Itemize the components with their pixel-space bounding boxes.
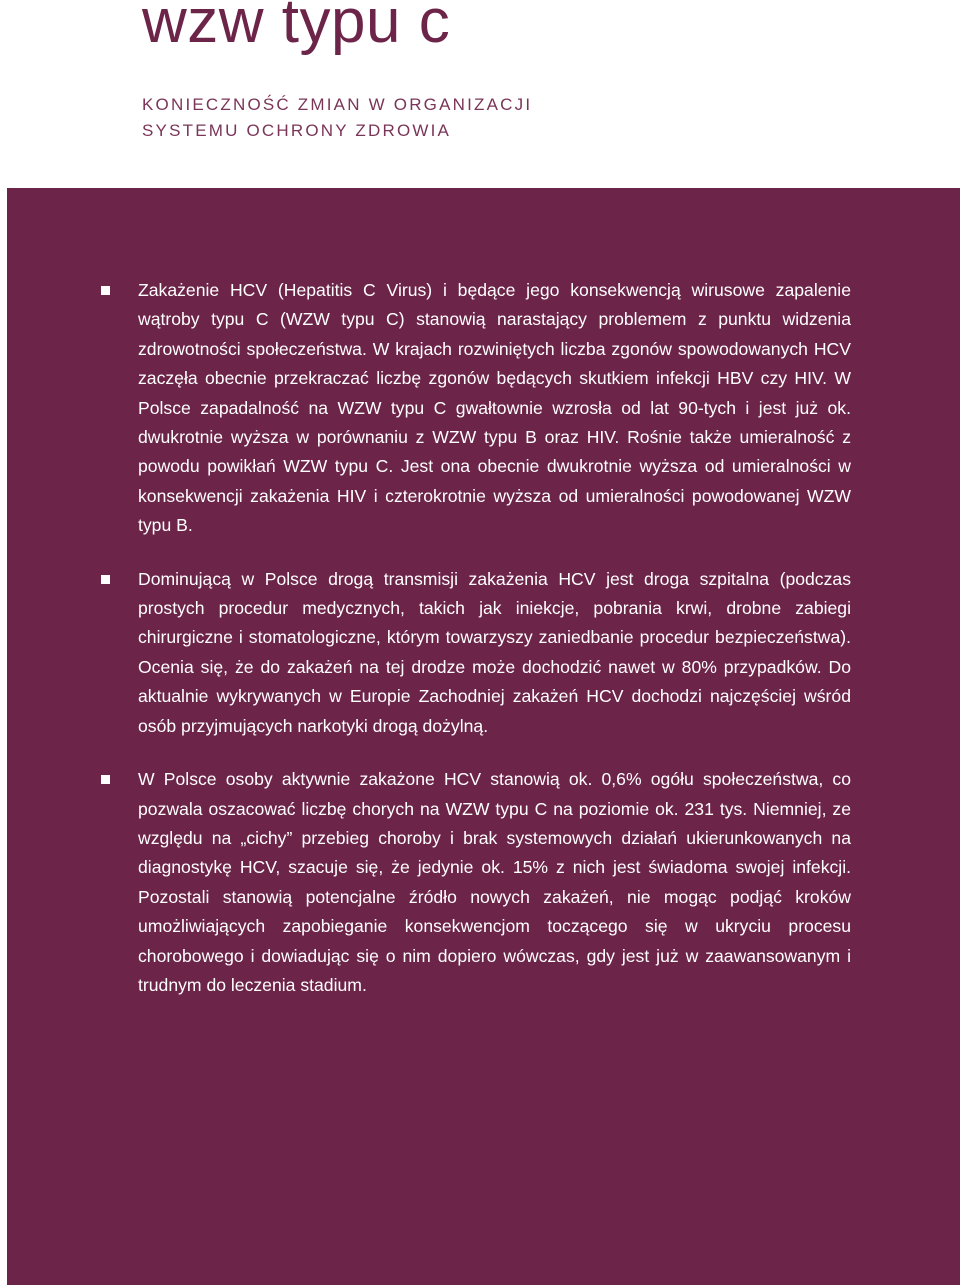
page-title: wzw typu c [142,0,451,56]
square-bullet-icon [101,286,110,295]
subtitle-line: KONIECZNOŚĆ ZMIAN W ORGANIZACJI [142,95,533,114]
paragraph-text: Dominującą w Polsce drogą transmisji zakażenia HCV jest droga szpitalna (podczas prostych procedur medycznych, takich jak iniekcje, pobrania krwi, drobne zabiegi chirurgiczne i stomatologiczne, którym towarzyszy zaniedbanie procedur bezpieczeństwa). Ocenia się, że do zakażeń na tej drodze może dochodzić nawet w 80% przypadków. Do aktualnie wykrywanych w Europie Zachodniej zakażeń HCV dochodzi najczęściej wśród osób przyjmujących narkotyki drogą dożylną. [138,568,851,736]
paragraph-text: Zakażenie HCV (Hepatitis C Virus) i będące jego konsekwencją wirusowe zapalenie wątroby typu C (WZW typu C) stanowią narastający problemem z punktu widzenia zdrowotności społeczeństwa. W krajach rozwiniętych liczba zgonów spowodowanych HCV zaczęła obecnie przekraczać liczbę zgonów będących skutkiem infekcji HBV czy HIV. W Polsce zapadalność na WZW typu C gwałtownie wzrosła od lat 90-tych i jest już ok. dwukrotnie wyższa w porównaniu z WZW typu B oraz HIV. Rośnie także umieralność z powodu powikłań WZW typu C. Jest ona obecnie dwukrotnie wyższa od umieralności w konsekwencji zakażenia HIV i czterokrotnie wyższa od umieralności powodowanej WZW typu B. [138,280,851,536]
page-subtitle [142,92,532,144]
list-item [101,276,851,541]
paragraph-text: W Polsce osoby aktywnie zakażone HCV stanowią ok. 0,6% ogółu społeczeństwa, co pozwala oszacować liczbę chorych na WZW typu C na poziomie ok. 231 tys. Niemniej, ze względu na „cichy” przebieg choroby i brak systemowych działań ukierunkowanych na diagnostykę HCV, szacuje się, że jedynie ok. 15% z nich jest świadoma swojej infekcji. Pozostali stanowią potencjalne źródło nowych zakażeń, nie mogąc podjąć kroków umożliwiających zapobieganie konsekwencjom toczącego się w ukryciu procesu chorobowego i dowiadując się o nim dopiero wówczas, gdy jest już w zaawansowanym i trudnym do leczenia stadium. [138,769,851,995]
square-bullet-icon [101,575,110,584]
list-item [101,765,851,1000]
square-bullet-icon [101,775,110,784]
content-panel [7,188,960,1285]
list-item [101,565,851,741]
subtitle-line: SYSTEMU OCHRONY ZDROWIA [142,121,452,140]
bullet-list [101,276,851,1024]
